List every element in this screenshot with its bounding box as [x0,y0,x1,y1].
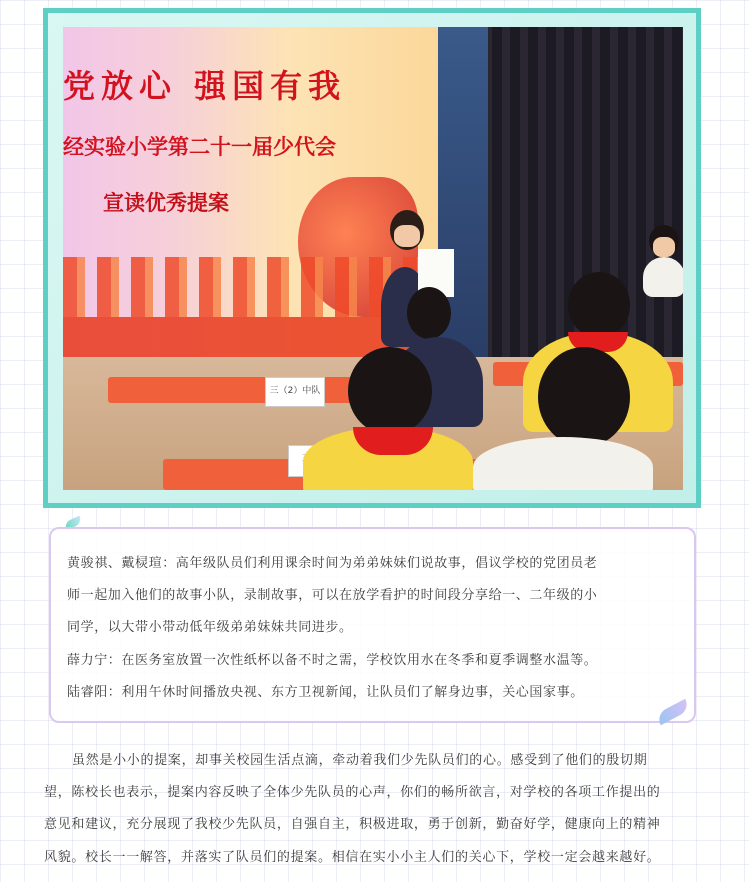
student-girl-head [538,347,630,447]
quote-line-5: 陆睿阳：利用午休时间播放央视、东方卫视新闻，让队员们了解身边事，关心国家事。 [67,685,584,700]
right-student-face [653,237,675,257]
body-line-2: 望，陈校长也表示，提案内容反映了全体少先队员的心声，你们的畅所欲言，对学校的各项工作提出的 [44,785,661,800]
student-right-head [568,272,630,338]
quote-line-2: 师一起加入他们的故事小队，录制故事，可以在放学看护的时间段分享给一、二年级的小 [67,588,598,603]
banner-slogan: 党放心 强国有我 [63,67,347,105]
right-student-body [643,257,683,297]
banner-subtitle: 宣读优秀提案 [103,191,229,215]
speaker-face [394,225,420,247]
body-line-3: 意见和建议，充分展现了我校少先队员，自强自主，积极进取，勇于创新，勤奋好学，健康向上的精神 [44,817,661,832]
quote-line-1: 黄骏祺、戴棂瑄：高年级队员们利用课余时间为弟弟妹妹们说故事，倡议学校的党团员老 [67,556,598,571]
banner-title: 经实验小学第二十一届少代会 [63,135,336,159]
student-front-head [348,347,432,435]
event-photo [63,27,683,490]
name-card-left: 三（2）中队 [265,377,325,407]
photo-frame [43,8,701,508]
quote-line-3: 同学，以大带小带动低年级弟弟妹妹共同进步。 [67,620,353,635]
quote-line-4: 薛力宁：在医务室放置一次性纸杯以备不时之需，学校饮用水在冬季和夏季调整水温等。 [67,653,598,668]
body-line-4: 风貌。校长一一解答，并落实了队员们的提案。相信在实小小主人们的关心下，学校一定会越来越好。 [44,850,661,865]
student-ponytail-head [407,287,451,339]
body-line-1: 虽然是小小的提案，却事关校园生活点滴，牵动着我们少先队员们的心。感受到了他们的殷切期 [72,753,648,768]
student-girl-body [473,437,653,490]
